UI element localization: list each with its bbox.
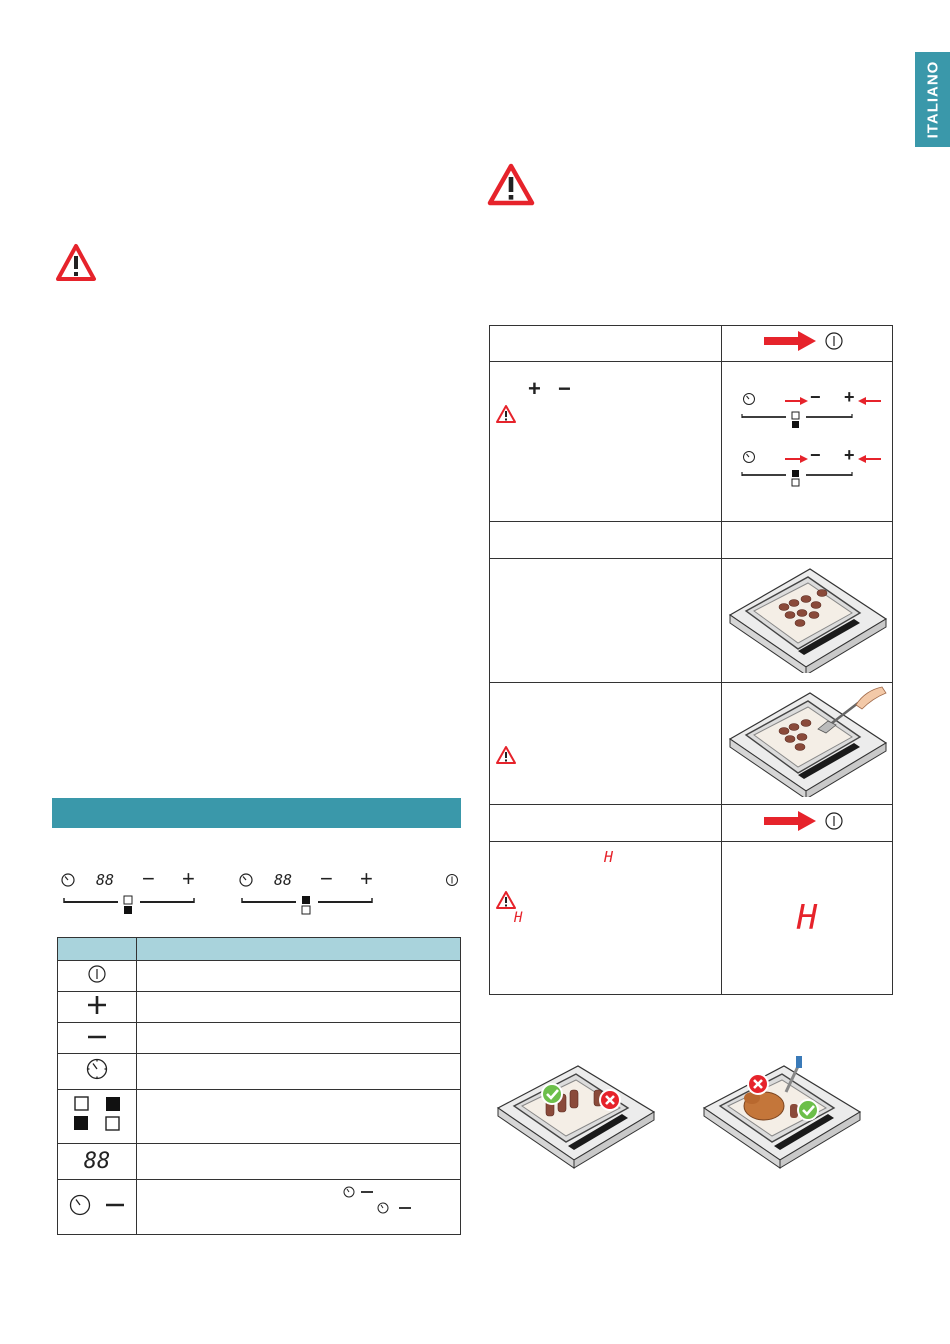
residual-heat-display: H — [796, 898, 818, 938]
display-digits: 88 — [83, 1149, 111, 1174]
zone-indicator-icon — [69, 1094, 125, 1134]
timer-icon — [742, 392, 756, 406]
minus-key[interactable]: − — [142, 866, 155, 891]
plus-symbol: + — [528, 376, 541, 401]
language-tab[interactable] — [915, 52, 950, 147]
panel-diagram-b — [722, 436, 892, 506]
timer-icon — [85, 1057, 109, 1081]
power-icon — [87, 964, 107, 984]
red-arrow-right-icon — [784, 454, 810, 464]
grill-plate-food-illustration — [726, 563, 888, 673]
red-arrow-left-icon — [856, 454, 882, 464]
section-header-band — [52, 798, 461, 828]
correct-usage-illustration — [494, 1060, 660, 1172]
minus-symbol: − — [558, 376, 571, 401]
zone-indicator — [740, 468, 860, 490]
table-row — [58, 1090, 461, 1144]
plus-key[interactable]: + — [360, 866, 373, 891]
power-icon — [445, 873, 459, 887]
timer-icon — [742, 450, 756, 464]
residual-heat-indicator: H — [604, 848, 614, 866]
red-arrow-left-icon — [856, 396, 882, 406]
arrow-power-icon — [762, 329, 852, 353]
plus-key: + — [844, 387, 855, 407]
table-row — [490, 683, 893, 805]
warning-triangle-icon — [487, 163, 535, 207]
timer-minus-inline-icon — [343, 1185, 375, 1199]
table-row — [58, 1144, 461, 1180]
plus-key: + — [844, 445, 855, 465]
display-digits: 88 — [274, 871, 293, 889]
zone-indicator — [60, 892, 200, 918]
minus-key: − — [810, 445, 821, 465]
language-tab-label: ITALIANO — [924, 60, 941, 139]
warning-triangle-icon — [495, 404, 517, 424]
warning-triangle-icon — [495, 890, 517, 910]
table-row — [490, 559, 893, 683]
table-row — [490, 842, 893, 995]
plus-icon — [86, 994, 108, 1016]
legend-header-description — [137, 938, 461, 961]
table-row — [58, 992, 461, 1023]
table-row — [58, 1023, 461, 1054]
table-row — [490, 362, 893, 522]
minus-icon — [86, 1032, 108, 1042]
legend-table — [57, 937, 461, 1235]
timer-minus-inline-icon — [377, 1201, 413, 1215]
table-row — [58, 961, 461, 992]
legend-header-row — [58, 938, 461, 961]
control-panel-diagram-1 — [60, 866, 200, 920]
arrow-power-icon — [762, 809, 852, 833]
zone-indicator — [238, 892, 378, 918]
timer-icon — [238, 872, 254, 888]
residual-heat-indicator: H — [514, 910, 523, 926]
panel-diagram-a — [722, 362, 892, 436]
table-row — [490, 326, 893, 362]
control-panel-diagram-2 — [238, 866, 378, 920]
warning-triangle-icon — [495, 745, 517, 765]
warning-triangle-icon — [55, 243, 97, 283]
timer-minus-combo-icon — [68, 1192, 126, 1218]
legend-header-symbol — [58, 938, 137, 961]
minus-key: − — [810, 387, 821, 407]
table-row — [490, 805, 893, 842]
incorrect-usage-illustration — [700, 1052, 866, 1172]
table-row — [490, 522, 893, 559]
procedure-table — [489, 325, 893, 995]
display-digits: 88 — [96, 871, 115, 889]
minus-key[interactable]: − — [320, 866, 333, 891]
zone-indicator — [740, 410, 860, 432]
table-row — [58, 1054, 461, 1090]
plus-key[interactable]: + — [182, 866, 195, 891]
red-arrow-right-icon — [784, 396, 810, 406]
timer-icon — [60, 872, 76, 888]
grill-plate-spatula-illustration — [726, 685, 888, 797]
table-row — [58, 1180, 461, 1235]
